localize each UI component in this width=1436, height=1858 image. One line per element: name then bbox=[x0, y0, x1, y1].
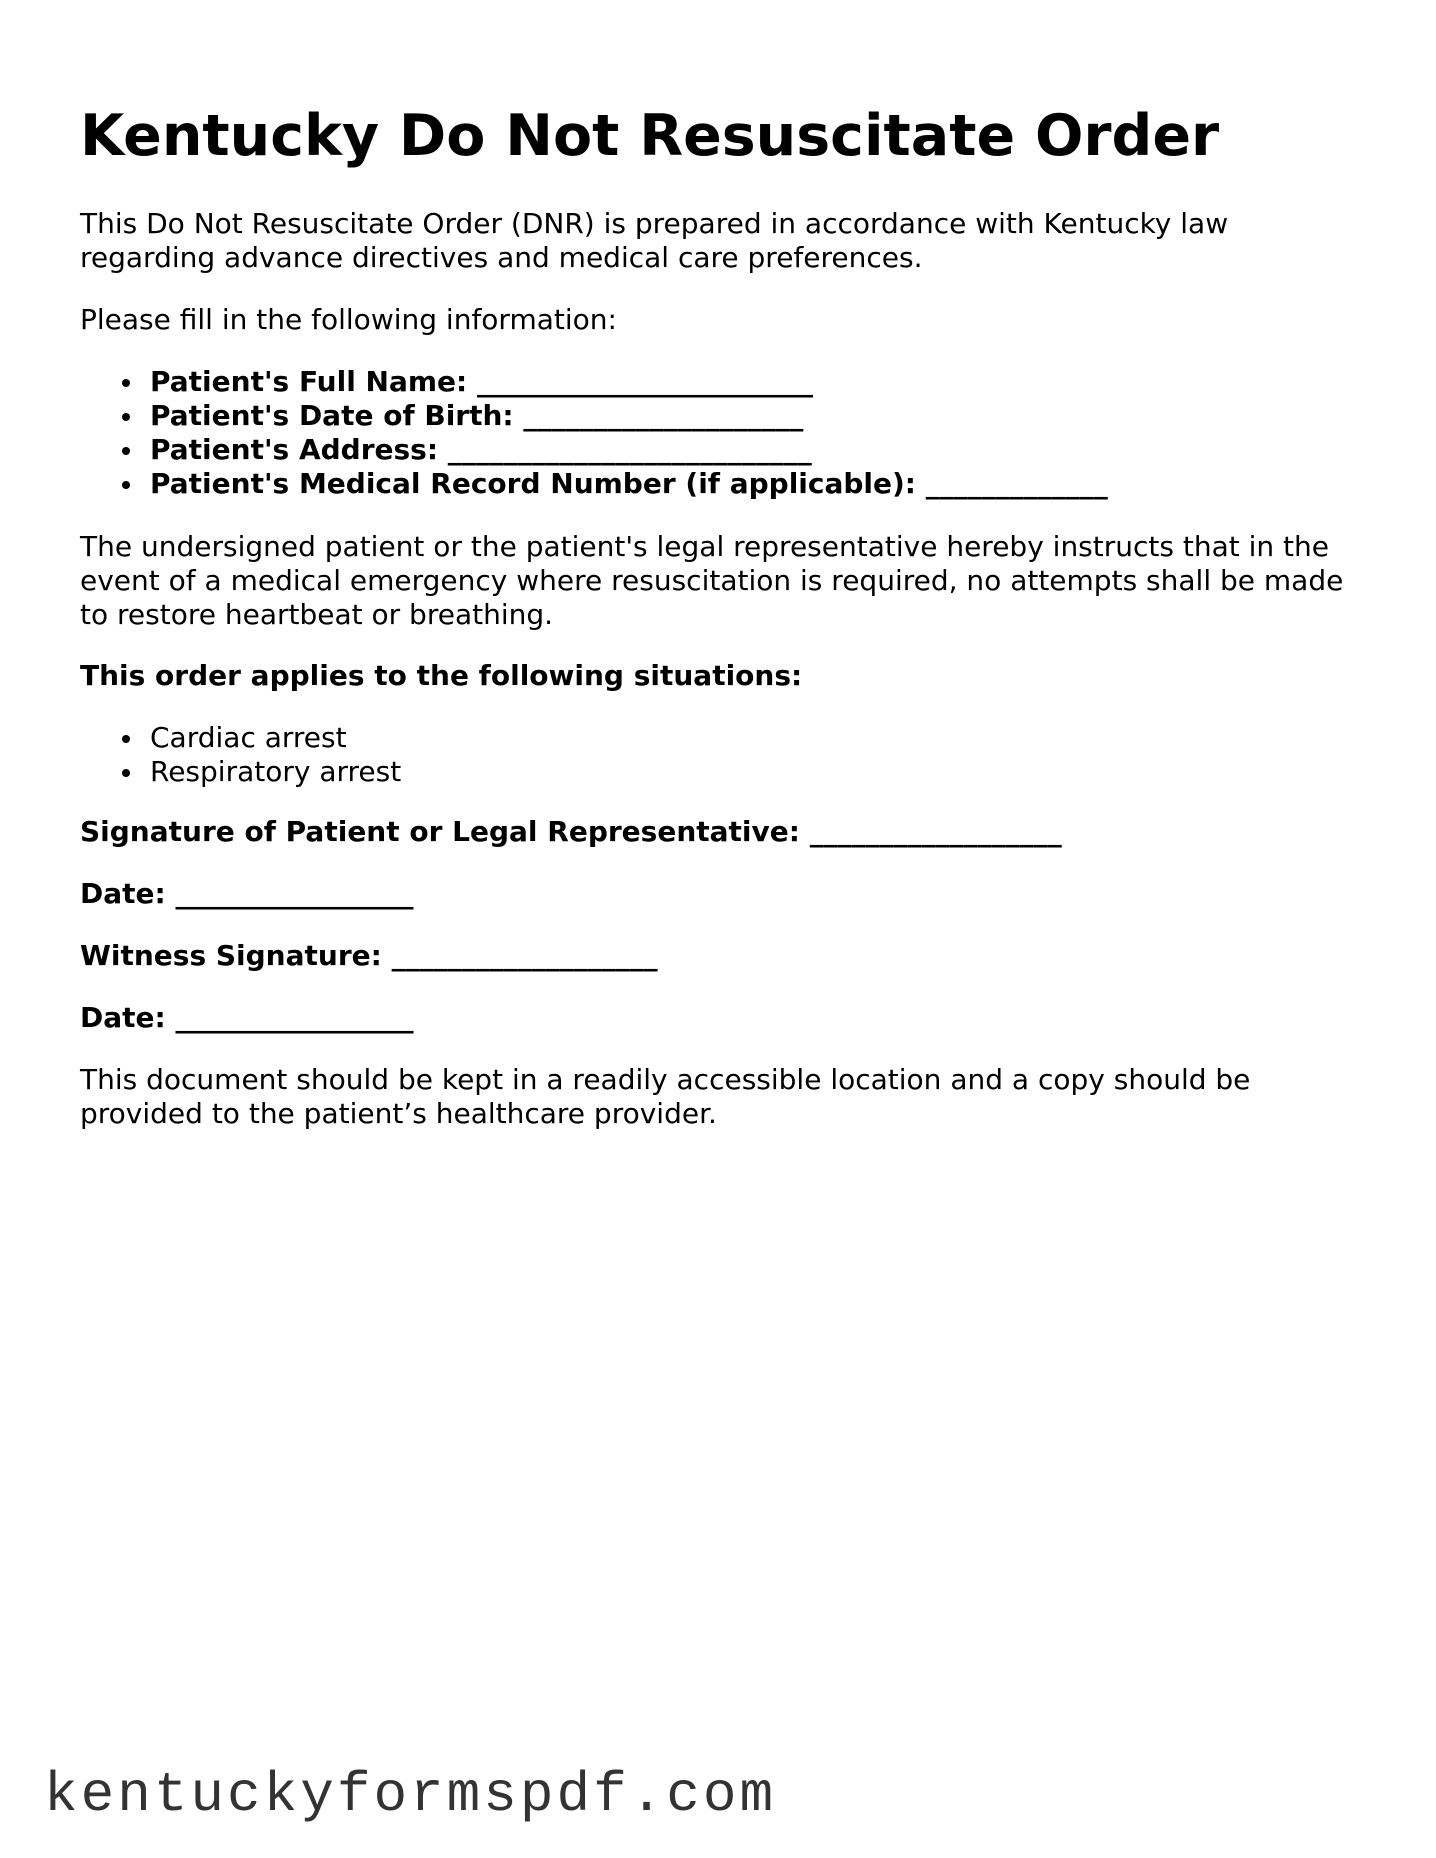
document-title: Kentucky Do Not Resuscitate Order bbox=[80, 103, 1220, 169]
site-watermark: kentuckyformspdf.com bbox=[44, 1763, 777, 1827]
closing-line-2: provided to the patient’s healthcare provider. bbox=[80, 1097, 717, 1130]
statement-line-3: to restore heartbeat or breathing. bbox=[80, 598, 554, 631]
closing-paragraph bbox=[80, 1063, 1250, 1131]
statement-line-2: event of a medical emergency where resuscitation is required, no attempts shall be made bbox=[80, 564, 1344, 597]
statement-line-1: The undersigned patient or the patient's legal representative hereby instructs that in the bbox=[80, 530, 1330, 563]
situation-item: Cardiac arrest bbox=[150, 721, 401, 755]
witness-signature-field[interactable]: Witness Signature: ___________________ bbox=[80, 939, 658, 972]
signature-field[interactable]: Signature of Patient or Legal Representative: __________________ bbox=[80, 815, 1062, 848]
field-full-name[interactable]: Patient's Full Name: ________________________ bbox=[150, 365, 1108, 399]
intro-paragraph bbox=[80, 207, 1228, 275]
date-field-1[interactable]: Date: _________________ bbox=[80, 877, 414, 910]
instruction-text: Please fill in the following information: bbox=[80, 303, 617, 336]
field-date-of-birth[interactable]: Patient's Date of Birth: ____________________ bbox=[150, 399, 1108, 433]
statement-paragraph bbox=[80, 530, 1343, 632]
field-medical-record-number[interactable]: Patient's Medical Record Number (if applicable): _____________ bbox=[150, 467, 1108, 500]
situations-heading: This order applies to the following situations: bbox=[80, 659, 803, 692]
intro-line-2: regarding advance directives and medical care preferences. bbox=[80, 241, 923, 274]
date-field-2[interactable]: Date: _________________ bbox=[80, 1001, 414, 1034]
field-address[interactable]: Patient's Address: __________________________ bbox=[150, 433, 1108, 467]
patient-fields-list bbox=[80, 365, 1108, 501]
closing-line-1: This document should be kept in a readily accessible location and a copy should be bbox=[80, 1063, 1251, 1096]
intro-line-1: This Do Not Resuscitate Order (DNR) is prepared in accordance with Kentucky law bbox=[80, 207, 1229, 240]
situation-item: Respiratory arrest bbox=[150, 755, 402, 788]
situations-list bbox=[80, 721, 401, 789]
